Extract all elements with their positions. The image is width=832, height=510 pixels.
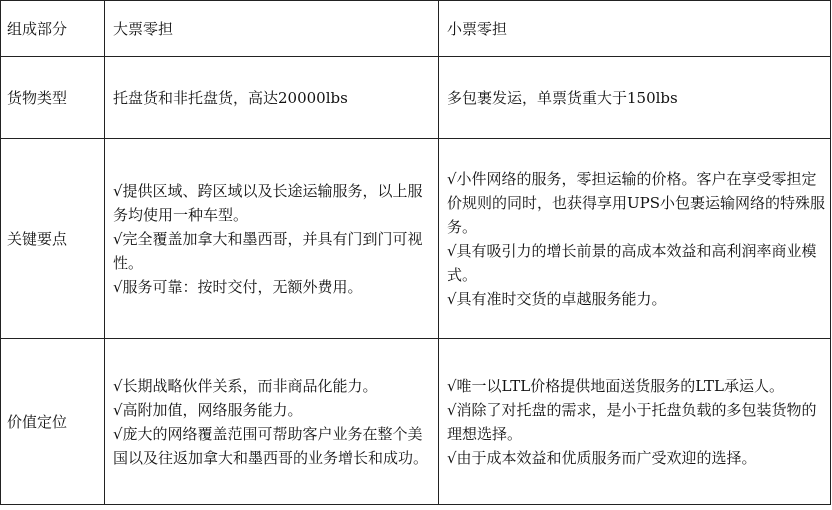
cell-ltl-large [105,339,439,505]
table-row-value-positioning [1,339,831,505]
cell-ltl-small [439,139,831,339]
cell-text: 多包裹发运，单票货重大于150lbs [447,88,678,107]
bullet-item: √消除了对托盘的需求，是小于托盘负载的多包装货物的理想选择。 [447,400,817,443]
bullet-item: √长期战略伙伴关系，而非商品化能力。 [113,376,378,395]
header-cell-ltl-small: 小票零担 [439,1,831,57]
table-row-cargo-type [1,57,831,139]
cell-ltl-small [439,57,831,139]
row-label: 价值定位 [1,339,105,505]
bullet-item: √唯一以LTL价格提供地面送货服务的LTL承运人。 [447,376,784,395]
bullet-item: √由于成本效益和优质服务而广受欢迎的选择。 [447,448,757,467]
bullet-item: √具有准时交货的卓越服务能力。 [447,289,667,308]
cell-text: 托盘货和非托盘货，高达20000lbs [113,88,348,107]
row-label: 关键要点 [1,139,105,339]
table-row-key-points [1,139,831,339]
bullet-item: √服务可靠：按时交付，无额外费用。 [113,277,363,296]
row-label: 货物类型 [1,57,105,139]
cell-ltl-small [439,339,831,505]
cell-ltl-large [105,139,439,339]
bullet-item: √高附加值，网络服务能力。 [113,400,303,419]
header-cell-component: 组成部分 [1,1,105,57]
bullet-item: √完全覆盖加拿大和墨西哥，并具有门到门可视性。 [113,229,423,272]
bullet-item: √庞大的网络覆盖范围可帮助客户业务在整个美国以及往返加拿大和墨西哥的业务增长和成功。 [113,424,429,467]
bullet-item: √具有吸引力的增长前景的高成本效益和高利润率商业模式。 [447,241,817,284]
bullet-item: √小件网络的服务，零担运输的价格。客户在享受零担定价规则的同时，也获得享用UPS小包裹运输网络的特殊服务。 [447,169,826,236]
bullet-item: √提供区域、跨区域以及长途运输服务，以上服务均使用一种车型。 [113,181,423,224]
header-row [1,1,831,57]
cell-ltl-large [105,57,439,139]
header-cell-ltl-large: 大票零担 [105,1,439,57]
